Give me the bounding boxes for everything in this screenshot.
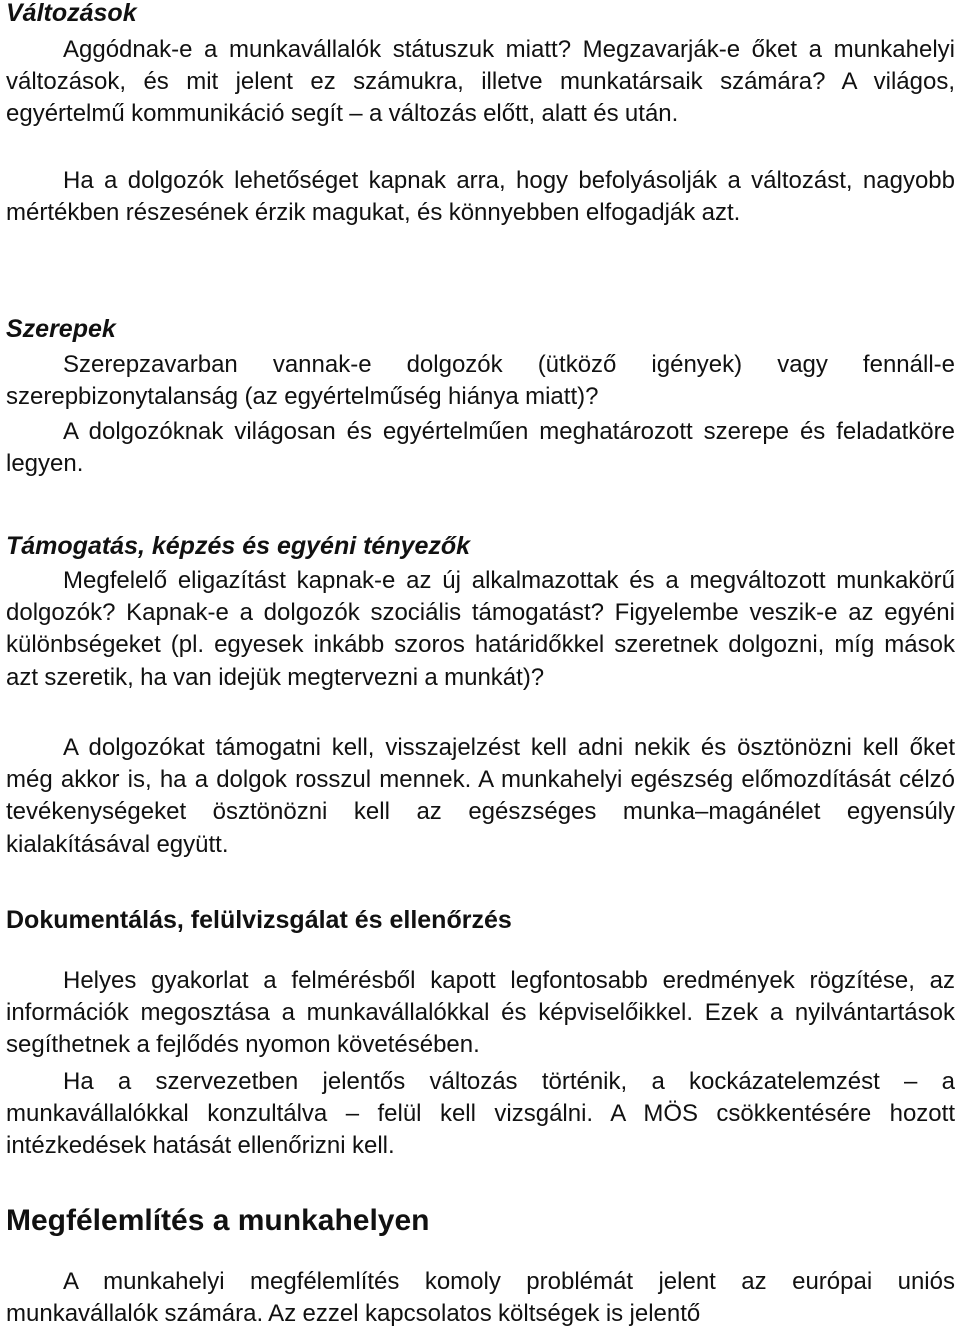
section-heading-dokumentalas: Dokumentálás, felülvizsgálat és ellenőrzés bbox=[6, 906, 512, 934]
paragraph: A dolgozóknak világosan és egyértelműen meghatározott szerepe és feladatköre legyen. bbox=[6, 418, 955, 478]
paragraph: Megfelelő eligazítást kapnak-e az új alkalmazottak és a megváltozott munkakörű dolgozók? Kapnak-e a dolgozók szociális támogatást? Figyelembe veszik-e az egyéni különbségeket (pl. egyesek inkább szoros határidőkkel szeretnek dolgozni, míg mások azt szeretik, ha van idejük megtervezni a munkát)? bbox=[6, 567, 955, 691]
paragraph: Aggódnak-e a munkavállalók státuszuk miatt? Megzavarják-e őket a munkahelyi változások, és mit jelent ez számukra, illetve munkatársaik számára? A világos, egyértelmű kommunikáció segít – a változás előtt, alatt és után. bbox=[6, 36, 955, 128]
paragraph: Ha a szervezetben jelentős változás történik, a kockázatelemzést – a munkavállalókkal konzultálva – felül kell vizsgálni. A MÖS csökkentésére hozott intézkedések hatását ellenőrizni kell. bbox=[6, 1068, 955, 1160]
paragraph: A dolgozókat támogatni kell, visszajelzést kell adni nekik és ösztönözni kell őket még akkor is, ha a dolgok rosszul mennek. A munkahelyi egészség előmozdítását célzó tevékenységeket ösztönözni kell az egészséges munka–magánélet egyensúly kialakításával együtt. bbox=[6, 734, 955, 858]
paragraph: A munkahelyi megfélemlítés komoly problémát jelent az európai uniós munkavállalók számára. Az ezzel kapcsolatos költségek is jelentő bbox=[6, 1268, 955, 1328]
section-heading-tamogatas: Támogatás, képzés és egyéni tényezők bbox=[6, 532, 471, 560]
section-heading-valtozasok: Változások bbox=[6, 0, 137, 27]
section-heading-megfelemlites: Megfélemlítés a munkahelyen bbox=[6, 1204, 430, 1237]
paragraph: Szerepzavarban vannak-e dolgozók (ütköző igények) vagy fennáll-e szerepbizonytalanság (az egyértelműség hiánya miatt)? bbox=[6, 351, 955, 411]
paragraph: Ha a dolgozók lehetőséget kapnak arra, hogy befolyásolják a változást, nagyobb mértékben részesének érzik magukat, és könnyebben elfogadják azt. bbox=[6, 167, 955, 227]
paragraph: Helyes gyakorlat a felmérésből kapott legfontosabb eredmények rögzítése, az információk megosztása a munkavállalókkal és képviselőikkel. Ezek a nyilvántartások segíthetnek a fejlődés nyomon követésében. bbox=[6, 967, 955, 1059]
section-heading-szerepek: Szerepek bbox=[6, 315, 116, 343]
